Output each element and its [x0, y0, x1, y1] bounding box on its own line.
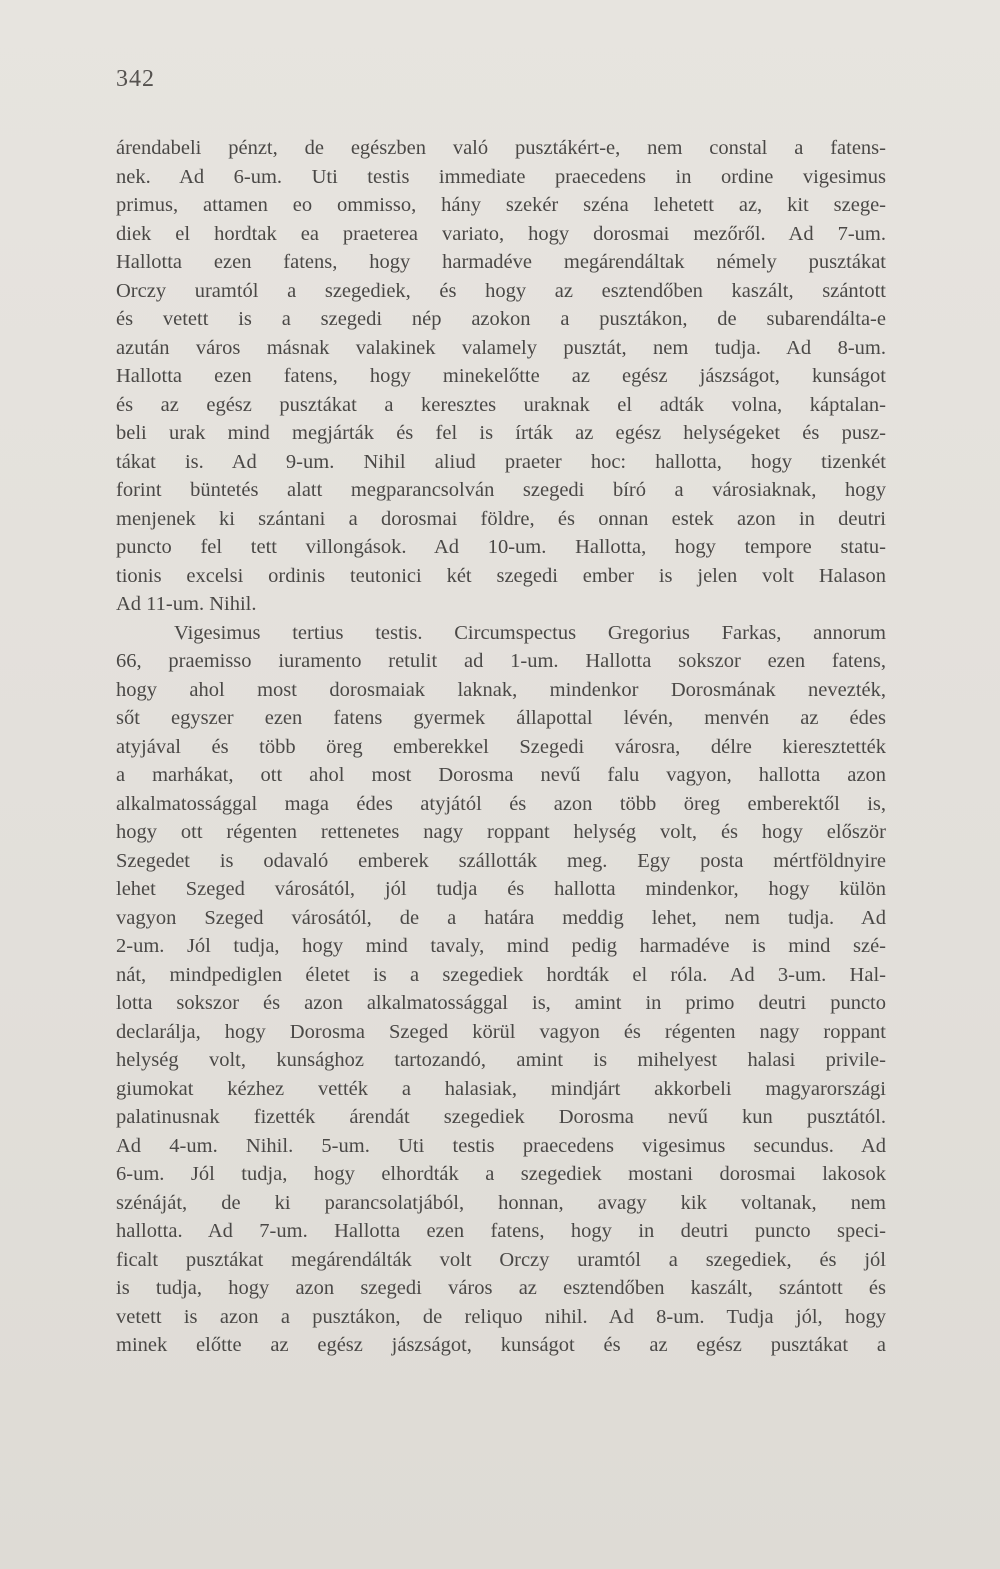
text-line: árendabeli pénzt, de egészben való pusztákért-e, nem constal a fatens-: [116, 137, 886, 159]
text-line: és az egész pusztákat a keresztes uraknak el adták volna, káptalan-: [116, 393, 886, 416]
text-line: Hallotta ezen fatens, hogy minekelőtte az egész jászságot, kunságot: [116, 365, 886, 387]
text-line: nát, mindpediglen életet is a szegediek hordták el róla. Ad 3-um. Hal-: [116, 963, 886, 986]
text-line: és vetett is a szegedi nép azokon a pusztákon, de subarendálta-e: [116, 308, 886, 330]
text-line: Ad 4-um. Nihil. 5-um. Uti testis praecedens vigesimus secundus. Ad: [116, 1134, 886, 1157]
text-line: nek. Ad 6-um. Uti testis immediate praecedens in ordine vigesimus: [116, 165, 886, 188]
text-line: Orczy uramtól a szegediek, és hogy az esztendőben kaszált, szántott: [116, 279, 886, 302]
text-line: azután város másnak valakinek valamely pusztát, nem tudja. Ad 8-um.: [116, 336, 886, 359]
text-line: minek előtte az egész jászságot, kunságot és az egész pusztákat a: [116, 1334, 886, 1356]
text-line: vetett is azon a pusztákon, de reliquo nihil. Ad 8-um. Tudja jól, hogy: [116, 1305, 886, 1328]
text-line: 2-um. Jól tudja, hogy mind tavaly, mind pedig harmadéve is mind szé-: [116, 935, 886, 957]
text-line: vagyon Szeged városától, de a határa meddig lehet, nem tudja. Ad: [116, 906, 886, 929]
text-line: helység volt, kunsághoz tartozandó, amint is mihelyest halasi privile-: [116, 1049, 886, 1071]
text-line: hogy ott régenten rettenetes nagy roppant helység volt, és hogy először: [116, 821, 886, 843]
text-line: giumokat kézhez vették a halasiak, mindjárt akkorbeli magyarországi: [116, 1077, 886, 1100]
text-line: is tudja, hogy azon szegedi város az esztendőben kaszált, szántott és: [116, 1277, 886, 1299]
text-line: primus, attamen eo ommisso, hány szekér széna lehetett az, kit szege-: [116, 194, 886, 216]
text-line: alkalmatossággal maga édes atyjától és azon több öreg emberektől is,: [116, 792, 886, 815]
text-line: tákat is. Ad 9-um. Nihil aliud praeter hoc: hallotta, hogy tizenkét: [116, 450, 886, 473]
text-line: Vigesimus tertius testis. Circumspectus Gregorius Farkas, annorum: [174, 621, 886, 644]
text-line: menjenek ki szántani a dorosmai földre, és onnan estek azon in deutri: [116, 507, 886, 530]
text-line: forint büntetés alatt megparancsolván szegedi bíró a városiaknak, hogy: [116, 479, 886, 501]
text-line: beli urak mind megjárták és fel is írták az egész helységeket és pusz-: [116, 422, 886, 444]
text-line: diek el hordtak ea praeterea variato, hogy dorosmai mezőről. Ad 7-um.: [116, 222, 886, 245]
text-line: lotta sokszor és azon alkalmatossággal is, amint in primo deutri puncto: [116, 992, 886, 1014]
text-line: atyjával és több öreg emberekkel Szegedi városra, délre kieresztették: [116, 735, 886, 758]
text-line: sőt egyszer ezen fatens gyermek állapottal lévén, menvén az édes: [116, 707, 886, 729]
text-line: hogy ahol most dorosmaiak laknak, mindenkor Dorosmának nevezték,: [116, 678, 886, 701]
text-line: ficalt pusztákat megárendálták volt Orczy uramtól a szegediek, és jól: [116, 1248, 886, 1271]
text-line: tionis excelsi ordinis teutonici két szegedi ember is jelen volt Halason: [116, 564, 886, 587]
text-line: declarálja, hogy Dorosma Szeged körül vagyon és régenten nagy roppant: [116, 1020, 886, 1043]
text-line: palatinusnak fizették árendát szegediek Dorosma nevű kun pusztától.: [116, 1106, 886, 1128]
text-line: puncto fel tett villongások. Ad 10-um. Hallotta, hogy tempore statu-: [116, 536, 886, 558]
page-number: 342: [116, 66, 155, 92]
text-line: szénáját, de ki parancsolatjából, honnan, avagy kik voltanak, nem: [116, 1191, 886, 1214]
text-line: Szegedet is odavaló emberek szállották meg. Egy posta mértföldnyire: [116, 849, 886, 872]
text-line: lehet Szeged városától, jól tudja és hallotta mindenkor, hogy külön: [116, 878, 886, 900]
text-line: Hallotta ezen fatens, hogy harmadéve megárendáltak némely pusztákat: [116, 251, 886, 273]
text-line: Ad 11-um. Nihil.: [116, 593, 257, 615]
text-line: hallotta. Ad 7-um. Hallotta ezen fatens, hogy in deutri puncto speci-: [116, 1220, 886, 1242]
body-text: [116, 134, 886, 1360]
text-line: a marhákat, ott ahol most Dorosma nevű falu vagyon, hallotta azon: [116, 764, 886, 786]
text-line: 6-um. Jól tudja, hogy elhordták a szegediek mostani dorosmai lakosok: [116, 1163, 886, 1185]
text-line: 66, praemisso iuramento retulit ad 1-um. Hallotta sokszor ezen fatens,: [116, 650, 886, 672]
